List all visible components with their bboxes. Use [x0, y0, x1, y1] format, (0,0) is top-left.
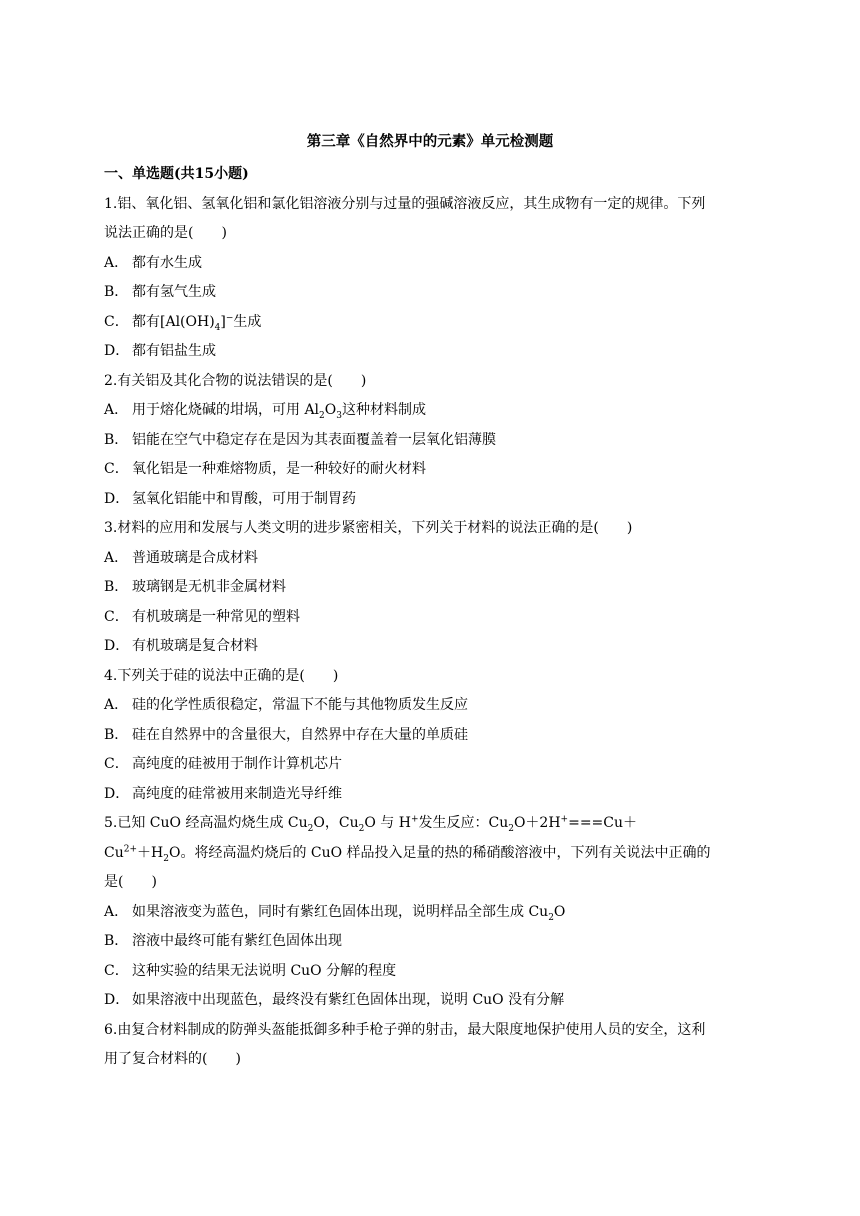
option-text: 铝能在空气中稳定存在是因为其表面覆盖着一层氧化铝薄膜 — [132, 431, 496, 448]
option-label: D． — [104, 638, 130, 654]
option-label: C． — [104, 962, 129, 979]
subscript: 2 — [163, 853, 169, 864]
option-label: B． — [104, 431, 129, 448]
superscript: 2+ — [123, 843, 138, 854]
option-label: C． — [104, 461, 129, 477]
document-title: 第三章《自然界中的元素》单元检测题 — [306, 133, 554, 150]
option-b — [104, 278, 759, 308]
option-text: 都有[Al(OH) — [132, 313, 215, 330]
option-text: O — [324, 402, 337, 418]
question-3 — [104, 514, 759, 662]
subscript: 4 — [214, 322, 221, 333]
option-a — [104, 396, 759, 426]
question-stem: 2.有关铝及其化合物的说法错误的是( ) — [104, 372, 367, 389]
option-b — [104, 927, 759, 957]
question-6 — [104, 1016, 759, 1075]
subscript: 2 — [307, 823, 314, 834]
question-stem: 1.铝、氧化铝、氢氧化铝和氯化铝溶液分别与过量的强碱溶液反应，其生成物有一定的规律。下列 — [104, 195, 706, 212]
option-label: C． — [104, 313, 129, 330]
option-label: B． — [104, 726, 129, 743]
question-stem: 6.由复合材料制成的防弹头盔能抵御多种手枪子弹的射击，最大限度地保护使用人员的安全，这利 — [104, 1021, 706, 1038]
subscript: 2 — [358, 823, 365, 834]
option-d — [104, 337, 759, 367]
option-d — [104, 986, 759, 1016]
option-text: 普通玻璃是合成材料 — [132, 549, 258, 566]
question-4 — [104, 662, 759, 810]
subscript: 3 — [336, 410, 342, 421]
option-text: O — [553, 903, 566, 920]
option-d — [104, 780, 759, 810]
option-c — [104, 455, 759, 485]
question-stem: 说法正确的是( ) — [104, 225, 227, 241]
option-c — [104, 750, 759, 780]
option-d — [104, 632, 759, 662]
option-label: D． — [104, 343, 130, 359]
document-body — [104, 160, 759, 1075]
question-stem: 5.已知 CuO 经高温灼烧生成 $Cu_2O$，$Cu_2O$ 与 H+发生反应：$Cu_2O+2H^+===Cu+$ — [104, 814, 638, 834]
option-text: 如果溶液变为蓝色，同时有紫红色固体出现，说明样品全部生成 Cu — [132, 903, 549, 920]
option-a — [104, 544, 759, 574]
option-c — [104, 957, 759, 987]
option-label: D． — [104, 785, 130, 802]
superscript: + — [410, 814, 419, 825]
option-label: A． — [104, 549, 129, 566]
section-heading: 一、单选题(共15小题) — [104, 166, 249, 182]
option-text: 都有氢气生成 — [132, 284, 216, 300]
option-a — [104, 898, 759, 928]
option-text: 都有水生成 — [132, 254, 202, 271]
option-text: 用于熔化烧碱的坩埚，可用 Al — [132, 402, 320, 418]
option-text: 生成 — [233, 313, 262, 330]
option-label: A． — [104, 254, 129, 271]
option-c: C． 都有$[Al(OH)_4]^-$生成 — [104, 308, 759, 338]
option-text: 氧化铝是一种难熔物质，是一种较好的耐火材料 — [132, 461, 426, 477]
option-text: 玻璃钢是无机非金属材料 — [132, 579, 286, 595]
option-label: A． — [104, 697, 129, 713]
option-text: 溶液中最终可能有紫红色固体出现 — [132, 933, 342, 949]
option-b — [104, 426, 759, 456]
option-b — [104, 721, 759, 751]
question-stem: 是( ) — [104, 874, 157, 890]
option-label: A． — [104, 903, 129, 920]
superscript: + — [560, 814, 569, 825]
subscript: 2 — [319, 410, 325, 421]
question-stem: 用了复合材料的( ) — [104, 1051, 241, 1067]
superscript: − — [225, 312, 234, 323]
question-1 — [104, 190, 759, 367]
option-label: D． — [104, 992, 130, 1008]
option-a — [104, 691, 759, 721]
option-text: 氢氧化铝能中和胃酸，可用于制胃药 — [132, 490, 356, 507]
question-stem: 4.下列关于硅的说法中正确的是( ) — [104, 667, 339, 684]
option-text: 高纯度的硅被用于制作计算机芯片 — [132, 756, 342, 772]
option-label: C． — [104, 756, 129, 772]
subscript: 2 — [548, 912, 554, 923]
question-stem: 3.材料的应用和发展与人类文明的进步紧密相关，下列关于材料的说法正确的是( ) — [104, 520, 633, 536]
option-label: C． — [104, 608, 129, 625]
question-5 — [104, 809, 759, 1016]
option-text: 这种实验的结果无法说明 CuO 分解的程度 — [132, 962, 397, 979]
subscript: 2 — [508, 823, 514, 834]
option-label: A． — [104, 402, 129, 418]
option-text: 这种材料制成 — [342, 402, 426, 418]
option-text: 有机玻璃是复合材料 — [132, 638, 258, 654]
option-c — [104, 603, 759, 633]
option-text: 有机玻璃是一种常见的塑料 — [132, 608, 300, 625]
option-label: B． — [104, 284, 129, 300]
option-text: 硅在自然界中的含量很大，自然界中存在大量的单质硅 — [132, 726, 468, 743]
option-text: 如果溶液中出现蓝色，最终没有紫红色固体出现，说明 CuO 没有分解 — [132, 992, 565, 1008]
option-text: 都有铝盐生成 — [132, 343, 216, 359]
option-a — [104, 249, 759, 279]
option-d — [104, 485, 759, 515]
option-label: B． — [104, 579, 129, 595]
option-text: 高纯度的硅常被用来制造光导纤维 — [132, 785, 342, 802]
question-stem: $Cu^{2+}+H_2O$。将经高温灼烧后的 CuO 样品投入足量的热的稀硝酸溶液中，下列有关说法中正确的 — [104, 843, 711, 864]
option-text: 硅的化学性质很稳定，常温下不能与其他物质发生反应 — [132, 697, 468, 713]
option-label: D． — [104, 490, 130, 507]
question-2 — [104, 367, 759, 515]
option-label: B． — [104, 933, 129, 949]
option-b — [104, 573, 759, 603]
